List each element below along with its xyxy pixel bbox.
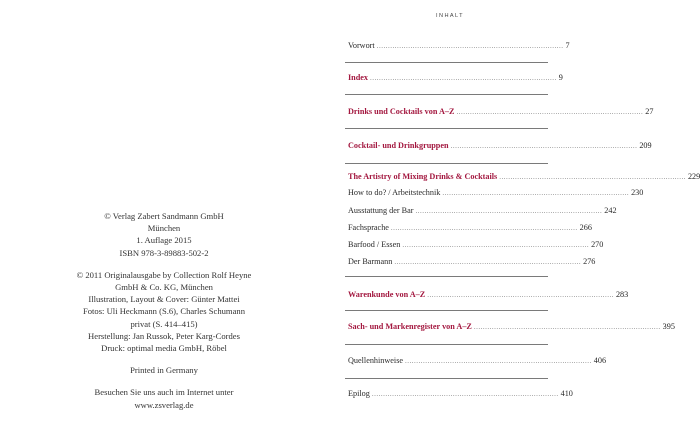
imprint-line: Fotos: Uli Heckmann (S.6), Charles Schumann xyxy=(82,306,246,317)
toc-title: Der Barmann xyxy=(348,257,393,266)
toc-entry[interactable] xyxy=(348,140,652,152)
imprint-url: www.zsverlag.de xyxy=(134,399,194,410)
toc-title: Cocktail- und Drinkgruppen xyxy=(348,141,449,150)
divider xyxy=(345,94,548,95)
imprint-website xyxy=(40,386,288,410)
toc-leader: ................................................................................... xyxy=(499,173,686,181)
imprint-line: Printed in Germany xyxy=(130,365,198,376)
divider xyxy=(345,310,548,311)
toc-entry[interactable] xyxy=(348,205,617,217)
toc-page: 230 xyxy=(631,188,644,197)
toc-page: 242 xyxy=(604,206,617,215)
divider xyxy=(345,276,548,277)
toc-leader: ................................................................................... xyxy=(450,142,638,150)
toc-leader: ................................................................................... xyxy=(371,390,559,398)
toc-entry[interactable] xyxy=(348,72,563,84)
running-head: INHALT xyxy=(436,13,464,19)
divider xyxy=(345,128,548,129)
divider xyxy=(345,344,548,345)
toc-entry[interactable] xyxy=(348,321,675,333)
toc-page: 283 xyxy=(615,290,629,299)
toc-leader: ................................................................................... xyxy=(405,357,592,365)
divider xyxy=(345,378,548,379)
toc-entry[interactable] xyxy=(348,256,596,268)
imprint-line: © Verlag Zabert Sandmann GmbH xyxy=(104,211,224,221)
toc-leader: ................................................................................... xyxy=(456,108,644,116)
toc-leader: ................................................................................... xyxy=(394,258,582,266)
toc-page: 7 xyxy=(565,41,570,50)
toc-title: Warenkunde von A–Z xyxy=(348,290,426,299)
toc-leader: ................................................................................... xyxy=(402,241,590,249)
toc-leader: ................................................................................... xyxy=(390,224,578,232)
toc-title: Ausstattung der Bar xyxy=(348,206,414,215)
toc-entry[interactable] xyxy=(348,222,592,234)
toc-entry[interactable] xyxy=(348,289,629,301)
toc-title: Vorwort xyxy=(348,41,375,50)
imprint-printed xyxy=(40,364,288,376)
toc-page: 406 xyxy=(593,356,607,365)
toc-title: Sach- und Markenregister von A–Z xyxy=(348,322,472,331)
toc-page: 209 xyxy=(639,141,652,150)
imprint-line: Besuchen Sie uns auch im Internet unter xyxy=(94,387,234,398)
toc-page: 410 xyxy=(560,389,573,398)
toc-leader: ................................................................................... xyxy=(473,323,661,331)
toc-leader: ................................................................................... xyxy=(415,207,603,215)
toc-title: Fachsprache xyxy=(348,223,389,232)
imprint-line: Druck: optimal media GmbH, Röbel xyxy=(101,343,227,354)
imprint-line: © 2011 Originalausgabe by Collection Rolf Heyne xyxy=(76,269,252,280)
toc-title: Drinks und Cocktails von A–Z xyxy=(348,107,455,116)
toc-leader: ................................................................................... xyxy=(442,189,630,197)
toc-leader: ................................................................................... xyxy=(376,42,564,50)
imprint-credits xyxy=(40,269,288,354)
toc-page: 229 xyxy=(687,172,700,181)
toc-title: Quellenhinweise xyxy=(348,356,404,365)
imprint-line: privat (S. 414–415) xyxy=(130,318,198,329)
imprint-line: München xyxy=(147,223,181,234)
imprint-line: ISBN 978-3-89883-502-2 xyxy=(119,247,209,258)
toc-entry[interactable] xyxy=(348,187,644,199)
toc-page: 270 xyxy=(591,240,604,249)
toc-entry[interactable] xyxy=(348,171,700,183)
imprint-line: Herstellung: Jan Russok, Peter Karg-Cordes xyxy=(88,330,240,341)
divider xyxy=(345,62,548,63)
toc-page: 395 xyxy=(662,322,675,331)
toc-page: 276 xyxy=(583,257,596,266)
toc-leader: ................................................................................... xyxy=(370,74,557,82)
toc-page: 27 xyxy=(645,107,654,116)
imprint xyxy=(40,210,288,421)
toc-title: Barfood / Essen xyxy=(348,240,401,249)
divider xyxy=(345,163,548,164)
toc-entry[interactable] xyxy=(348,355,607,367)
toc-title: The Artistry of Mixing Drinks & Cocktails xyxy=(348,172,498,181)
toc-title: Epilog xyxy=(348,389,370,398)
imprint-line: Illustration, Layout & Cover: Günter Mattei xyxy=(88,294,240,305)
toc-page: 266 xyxy=(579,223,592,232)
toc-entry[interactable] xyxy=(348,388,573,400)
imprint-line: 1. Auflage 2015 xyxy=(136,235,192,246)
toc-title: How to do? / Arbeitstechnik xyxy=(348,188,441,197)
imprint-publisher xyxy=(40,210,288,259)
toc-entry[interactable] xyxy=(348,40,570,52)
toc-entry[interactable] xyxy=(348,239,604,251)
imprint-line: GmbH & Co. KG, München xyxy=(115,282,213,293)
toc-entry[interactable] xyxy=(348,106,654,118)
toc-title: Index xyxy=(348,73,369,82)
toc-leader: ................................................................................... xyxy=(427,291,614,299)
toc-page: 9 xyxy=(558,73,563,82)
